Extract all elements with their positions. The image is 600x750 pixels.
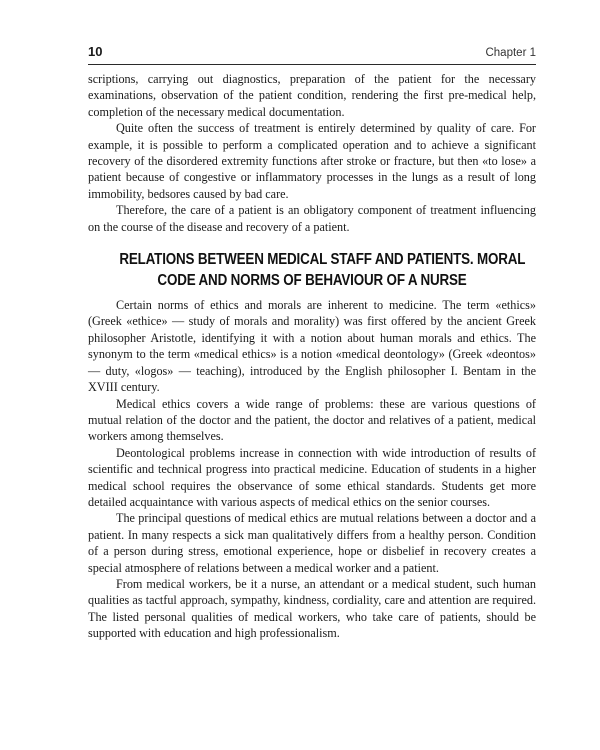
section-heading [119,249,526,291]
paragraph: Certain norms of ethics and morals are inherent to medicine. The term «ethics» (Greek «ethice» — study of morals and morality) was first offered by the ancient Greek philosopher Aristotle, identifying it with a notion about human morals and ethics. The synonym to the term «medical ethics» is a notion «medical deontology» (Greek «deontos» — duty, «logos» — teaching), introduced by the English philosopher I. Bentam in the XVIII century. [88,298,536,395]
section-heading-line: RELATIONS BETWEEN MEDICAL STAFF AND PATIENTS. MORAL [119,251,526,269]
paragraph: Therefore, the care of a patient is an obligatory component of treatment influencing on the course of the disease and recovery of a patient. [88,203,536,234]
paragraph: Deontological problems increase in connection with wide introduction of results of scientific and technical progress into practical medicine. Education of students in a higher medical school requires the observance of some ethical standards. Students get more detailed acquaintance with various aspects of medical ethics on the senior courses. [88,445,536,509]
chapter-label: Chapter 1 [485,47,536,59]
running-header [88,44,536,65]
paragraph: From medical workers, be it a nurse, an attendant or a medical student, such human qualities as tactful approach, sympathy, kindness, cordiality, care and attention are required. The listed personal qualities of medical workers, who take care of patients, should be supported with education and high professionalism. [88,576,536,641]
paragraph: The principal questions of medical ethics are mutual relations between a doctor and a patient. In many respects a sick man qualitatively differs from a healthy person. Condition of a person during stress, emotional experience, hope or disbelief in recovery creates a special atmosphere of relations between a medical worker and a patient. [88,511,536,575]
section-heading-line: CODE AND NORMS OF BEHAVIOUR OF A NURSE [157,272,467,290]
paragraph: Medical ethics covers a wide range of problems: these are various questions of mutual relation of the doctor and the patient, the doctor and relatives of a patient, medical workers among themselves. [88,396,536,444]
paragraph: Quite often the success of treatment is entirely determined by quality of care. For example, it is possible to perform a complicated operation and to achieve a significant recovery of the disordered extremity functions after stroke or fracture, but then «to lose» a patient because of congestive or inflammatory processes in the lungs as a result of long immobility, bedsores caused by bad care. [88,121,536,201]
page-number: 10 [88,44,103,59]
body-text [88,71,536,642]
paragraph-continued: scriptions, carrying out diagnostics, preparation of the patient for the necessary examinations, observation of the patient condition, rendering the first pre-medical help, completion of the necessary medical documentation. [88,72,536,119]
